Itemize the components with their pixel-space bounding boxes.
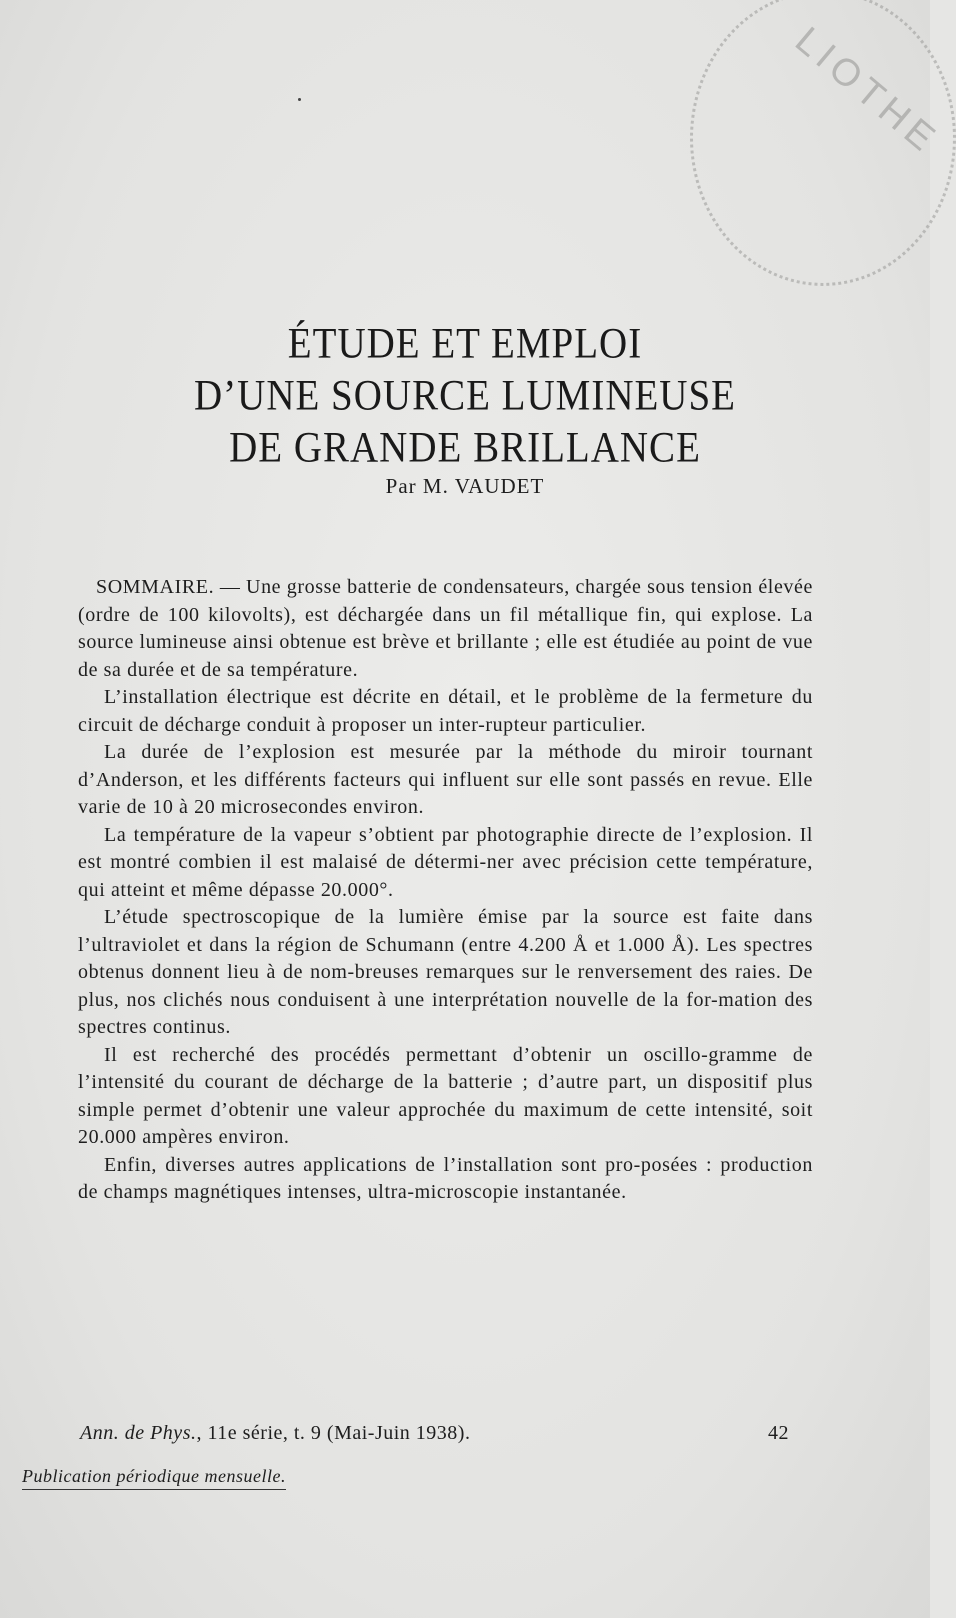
article-title xyxy=(0,318,930,474)
title-line-2: D’UNE SOURCE LUMINEUSE xyxy=(194,371,736,420)
title-line-1: ÉTUDE ET EMPLOI xyxy=(287,319,643,368)
journal-citation xyxy=(80,1422,470,1445)
abstract-paragraph-7: Enfin, diverses autres applications de l’installation sont pro-posées : production de champs magnétiques intenses, ultra-microscopie instantanée. xyxy=(78,1153,813,1203)
library-stamp-lettering: LIOTHE xyxy=(787,19,947,163)
page-number: 42 xyxy=(768,1422,789,1444)
abstract-paragraph-2: L’installation électrique est décrite en détail, et le problème de la fermeture du circuit de décharge conduit à proposer un inter-rupteur particulier. xyxy=(78,686,813,736)
abstract-paragraph-3: La durée de l’explosion est mesurée par la méthode du miroir tournant d’Anderson, et les différents facteurs qui influent sur elle sont passés en revue. Elle varie de 10 à 20 microsecondes environ. xyxy=(78,741,813,818)
journal-name: Ann. de Phys. xyxy=(80,1422,197,1444)
publication-note: Publication périodique mensuelle. xyxy=(22,1466,286,1490)
abstract-paragraph-5: L’étude spectroscopique de la lumière émise par la source est faite dans l’ultraviolet et dans la région de Schumann (entre 4.200 Å et 1.000 Å). Les spectres obtenus donnent lieu à de nom-breuses remarques sur le renversement des raies. De plus, nos clichés nous conduisent à une interprétation nouvelle de la for-mation des spectres continus. xyxy=(78,906,813,1038)
citation-details: , 11e série, t. 9 (Mai-Juin 1938). xyxy=(196,1422,471,1444)
author-line: Par M. VAUDET xyxy=(385,474,545,498)
abstract-paragraph-6: Il est recherché des procédés permettant d’obtenir un oscillo-gramme de l’intensité du courant de décharge de la batterie ; d’autre part, un dispositif plus simple permet d’obtenir une valeur approchée du maximum de cette intensité, soit 20.000 ampères environ. xyxy=(78,1043,813,1148)
abstract xyxy=(78,574,813,1207)
abstract-paragraph-4: La température de la vapeur s’obtient par photographie directe de l’explosion. Il est montré combien il est malaisé de détermi-ner avec précision cette température, qui atteint et même dépasse 20.000°. xyxy=(78,823,813,901)
abstract-paragraph-1: SOMMAIRE. — Une grosse batterie de condensateurs, chargée sous tension élevée (ordre de 100 kilovolts), est déchargée dans un fil métallique fin, qui explose. La source lumineuse ainsi obtenue est brève et brillante ; elle est étudiée au point de vue de sa durée et de sa température. xyxy=(78,576,813,681)
speck xyxy=(298,98,301,101)
title-line-3: DE GRANDE BRILLANCE xyxy=(229,423,701,472)
